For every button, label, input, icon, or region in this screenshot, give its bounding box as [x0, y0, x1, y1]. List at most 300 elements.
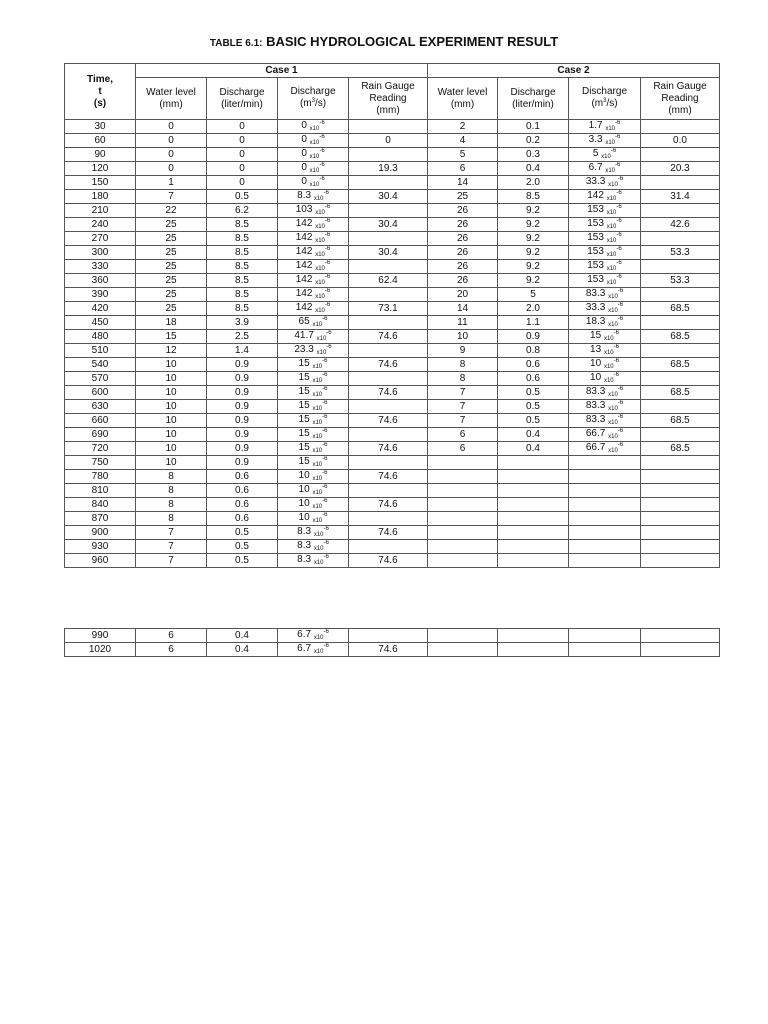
case2-discharge-lpm-cell — [498, 526, 569, 540]
time-cell: 330 — [65, 260, 136, 274]
case2-discharge-m3s-cell: 83.3 $_{x10}^{-6}$ — [569, 386, 641, 400]
case1-rain-gauge-cell: 74.6 — [349, 358, 428, 372]
case1-water-level-cell: 6 — [136, 629, 207, 643]
case1-discharge-lpm-cell: 0.6 — [207, 470, 278, 484]
time-cell: 30 — [65, 120, 136, 134]
case1-rain-gauge-cell — [349, 148, 428, 162]
table-row — [65, 218, 720, 232]
case1-water-level-cell: 25 — [136, 302, 207, 316]
case2-rain-gauge-cell — [641, 204, 720, 218]
case2-discharge-lpm-cell: 0.2 — [498, 134, 569, 148]
case2-rain-gauge-cell — [641, 232, 720, 246]
case1-rain-gauge-cell — [349, 428, 428, 442]
case2-discharge-m3s-header: Discharge $(m^3/s)$ — [569, 78, 641, 120]
case2-rain-gauge-cell — [641, 260, 720, 274]
case1-discharge-m3s-cell: 142 $_{x10}^{-6}$ — [278, 260, 349, 274]
case2-rain-gauge-cell — [641, 512, 720, 526]
time-cell: 750 — [65, 456, 136, 470]
case2-water-level-cell: 14 — [428, 176, 498, 190]
case1-discharge-m3s-cell: 15 $_{x10}^{-6}$ — [278, 386, 349, 400]
time-cell: 300 — [65, 246, 136, 260]
results-table-body — [65, 120, 720, 568]
case2-water-level-cell: 26 — [428, 204, 498, 218]
case2-rain-gauge-cell — [641, 428, 720, 442]
case2-water-level-cell: 26 — [428, 246, 498, 260]
case1-discharge-m3s-cell: 0 $_{x10}^{-6}$ — [278, 134, 349, 148]
case1-rain-gauge-cell — [349, 176, 428, 190]
time-cell: 120 — [65, 162, 136, 176]
case2-discharge-m3s-cell — [569, 456, 641, 470]
time-cell: 1020 — [65, 643, 136, 657]
case2-water-level-cell — [428, 456, 498, 470]
results-table-continued — [64, 628, 720, 657]
case1-discharge-lpm-cell: 0.9 — [207, 456, 278, 470]
case2-discharge-m3s-cell: 153 $_{x10}^{-6}$ — [569, 218, 641, 232]
case1-rain-gauge-cell — [349, 540, 428, 554]
case2-discharge-lpm-cell: 8.5 — [498, 190, 569, 204]
time-cell: 870 — [65, 512, 136, 526]
case1-rain-gauge-cell — [349, 232, 428, 246]
case2-discharge-lpm-cell — [498, 512, 569, 526]
case2-rain-gauge-cell — [641, 400, 720, 414]
case2-discharge-m3s-cell: 33.3 $_{x10}^{-6}$ — [569, 176, 641, 190]
case1-discharge-lpm-cell: 0.6 — [207, 484, 278, 498]
case1-discharge-lpm-cell: 1.4 — [207, 344, 278, 358]
case1-rain-gauge-cell: 30.4 — [349, 218, 428, 232]
time-cell: 690 — [65, 428, 136, 442]
table-row — [65, 162, 720, 176]
case2-rain-gauge-cell — [641, 629, 720, 643]
time-cell: 510 — [65, 344, 136, 358]
time-cell: 60 — [65, 134, 136, 148]
time-cell: 420 — [65, 302, 136, 316]
case2-rain-gauge-cell: 68.5 — [641, 302, 720, 316]
case1-discharge-lpm-cell: 0.6 — [207, 498, 278, 512]
table-row — [65, 456, 720, 470]
case2-discharge-m3s-cell: 3.3 $_{x10}^{-6}$ — [569, 134, 641, 148]
case2-water-level-cell — [428, 484, 498, 498]
case2-discharge-lpm-cell: 0.4 — [498, 162, 569, 176]
table-row — [65, 232, 720, 246]
time-cell: 180 — [65, 190, 136, 204]
case1-discharge-m3s-cell: 0 $_{x10}^{-6}$ — [278, 148, 349, 162]
case2-water-level-cell — [428, 498, 498, 512]
case1-water-level-cell: 10 — [136, 358, 207, 372]
case2-discharge-m3s-cell: 66.7 $_{x10}^{-6}$ — [569, 442, 641, 456]
case1-discharge-m3s-cell: 15 $_{x10}^{-6}$ — [278, 456, 349, 470]
case2-rain-gauge-cell — [641, 120, 720, 134]
case1-rain-gauge-cell — [349, 456, 428, 470]
case1-discharge-lpm-cell: 0.4 — [207, 643, 278, 657]
time-cell: 570 — [65, 372, 136, 386]
case2-rain-gauge-cell — [641, 148, 720, 162]
time-cell: 660 — [65, 414, 136, 428]
case1-water-level-cell: 25 — [136, 218, 207, 232]
table-row — [65, 442, 720, 456]
time-cell: 810 — [65, 484, 136, 498]
case2-water-level-cell: 4 — [428, 134, 498, 148]
table-row — [65, 643, 720, 657]
case2-discharge-m3s-cell: 153 $_{x10}^{-6}$ — [569, 204, 641, 218]
case1-discharge-lpm-cell: 0 — [207, 148, 278, 162]
case1-rain-gauge-cell: 74.6 — [349, 414, 428, 428]
case2-water-level-cell: 7 — [428, 414, 498, 428]
case1-rain-gauge-header: Rain Gauge Reading (mm) — [349, 78, 428, 120]
results-table — [64, 63, 720, 568]
case2-water-level-cell: 7 — [428, 386, 498, 400]
case1-rain-gauge-cell — [349, 512, 428, 526]
case2-discharge-lpm-cell: 0.8 — [498, 344, 569, 358]
case1-discharge-lpm-cell: 0.9 — [207, 386, 278, 400]
case1-rain-gauge-cell — [349, 204, 428, 218]
table-row — [65, 120, 720, 134]
case2-water-level-cell: 9 — [428, 344, 498, 358]
time-cell: 480 — [65, 330, 136, 344]
table-row — [65, 400, 720, 414]
time-cell: 900 — [65, 526, 136, 540]
case2-discharge-lpm-cell — [498, 498, 569, 512]
case1-discharge-m3s-cell: 142 $_{x10}^{-6}$ — [278, 246, 349, 260]
table-title — [0, 34, 768, 49]
time-cell: 360 — [65, 274, 136, 288]
case2-rain-gauge-cell — [641, 540, 720, 554]
table-row — [65, 428, 720, 442]
case1-discharge-lpm-cell: 0 — [207, 134, 278, 148]
case2-water-level-cell: 11 — [428, 316, 498, 330]
time-cell: 150 — [65, 176, 136, 190]
case2-water-level-cell: 8 — [428, 372, 498, 386]
case2-rain-gauge-cell: 20.3 — [641, 162, 720, 176]
case1-water-level-cell: 0 — [136, 148, 207, 162]
case1-discharge-m3s-cell: 142 $_{x10}^{-6}$ — [278, 274, 349, 288]
case2-discharge-lpm-cell: 9.2 — [498, 218, 569, 232]
case1-discharge-lpm-cell: 0.5 — [207, 540, 278, 554]
case1-rain-gauge-cell: 74.6 — [349, 470, 428, 484]
case1-discharge-m3s-cell: 6.7 $_{x10}^{-6}$ — [278, 643, 349, 657]
case1-rain-gauge-cell — [349, 372, 428, 386]
case2-discharge-m3s-cell — [569, 540, 641, 554]
case1-rain-gauge-cell — [349, 288, 428, 302]
case2-discharge-m3s-cell: 15 $_{x10}^{-6}$ — [569, 330, 641, 344]
case2-discharge-m3s-cell: 66.7 $_{x10}^{-6}$ — [569, 428, 641, 442]
table-row — [65, 512, 720, 526]
case1-discharge-m3s-cell: 142 $_{x10}^{-6}$ — [278, 302, 349, 316]
case2-discharge-lpm-cell: 1.1 — [498, 316, 569, 330]
case1-discharge-lpm-cell: 0.9 — [207, 442, 278, 456]
case2-discharge-lpm-cell: 2.0 — [498, 302, 569, 316]
time-header: Time, t (s) — [65, 64, 136, 120]
case1-water-level-cell: 10 — [136, 428, 207, 442]
case2-rain-gauge-cell: 42.6 — [641, 218, 720, 232]
case2-water-level-cell: 5 — [428, 148, 498, 162]
case2-water-level-cell: 10 — [428, 330, 498, 344]
case2-rain-gauge-cell — [641, 554, 720, 568]
case2-discharge-m3s-cell: 153 $_{x10}^{-6}$ — [569, 274, 641, 288]
case2-water-level-cell — [428, 629, 498, 643]
case2-discharge-m3s-cell: 153 $_{x10}^{-6}$ — [569, 246, 641, 260]
case1-water-level-cell: 22 — [136, 204, 207, 218]
case1-discharge-m3s-cell: 15 $_{x10}^{-6}$ — [278, 358, 349, 372]
case2-discharge-m3s-cell: 83.3 $_{x10}^{-6}$ — [569, 288, 641, 302]
case1-rain-gauge-cell: 74.6 — [349, 386, 428, 400]
case2-discharge-lpm-cell: 0.5 — [498, 400, 569, 414]
case1-discharge-lpm-cell: 0.5 — [207, 526, 278, 540]
case1-rain-gauge-cell: 30.4 — [349, 190, 428, 204]
case2-discharge-m3s-cell — [569, 470, 641, 484]
case2-discharge-lpm-cell: 9.2 — [498, 274, 569, 288]
case2-water-level-cell — [428, 526, 498, 540]
case2-water-level-header: Water level (mm) — [428, 78, 498, 120]
case1-discharge-lpm-cell: 0 — [207, 162, 278, 176]
case1-water-level-cell: 8 — [136, 512, 207, 526]
case2-discharge-m3s-cell: 33.3 $_{x10}^{-6}$ — [569, 302, 641, 316]
case1-discharge-m3s-cell: 23.3 $_{x10}^{-6}$ — [278, 344, 349, 358]
table-row — [65, 204, 720, 218]
case1-rain-gauge-cell: 73.1 — [349, 302, 428, 316]
case1-discharge-lpm-cell: 8.5 — [207, 288, 278, 302]
case1-discharge-lpm-cell: 0 — [207, 120, 278, 134]
case1-discharge-m3s-cell: 10 $_{x10}^{-6}$ — [278, 512, 349, 526]
case2-discharge-m3s-cell — [569, 512, 641, 526]
case1-water-level-cell: 25 — [136, 274, 207, 288]
case1-discharge-m3s-cell: 8.3 $_{x10}^{-6}$ — [278, 540, 349, 554]
time-cell: 840 — [65, 498, 136, 512]
case2-water-level-cell: 26 — [428, 232, 498, 246]
table-row — [65, 302, 720, 316]
table-row — [65, 190, 720, 204]
case2-header: Case 2 — [428, 64, 720, 78]
case2-rain-gauge-cell — [641, 526, 720, 540]
case1-discharge-lpm-cell: 0 — [207, 176, 278, 190]
case2-water-level-cell: 26 — [428, 274, 498, 288]
case1-water-level-cell: 18 — [136, 316, 207, 330]
case1-discharge-m3s-cell: 8.3 $_{x10}^{-6}$ — [278, 554, 349, 568]
table-row — [65, 414, 720, 428]
case2-rain-gauge-cell — [641, 498, 720, 512]
case2-discharge-m3s-cell: 83.3 $_{x10}^{-6}$ — [569, 414, 641, 428]
table-row — [65, 629, 720, 643]
case1-water-level-cell: 25 — [136, 288, 207, 302]
case2-discharge-m3s-cell: 13 $_{x10}^{-6}$ — [569, 344, 641, 358]
case2-discharge-lpm-cell — [498, 554, 569, 568]
case2-discharge-lpm-cell: 0.4 — [498, 428, 569, 442]
table-row — [65, 260, 720, 274]
case1-discharge-m3s-cell: 0 $_{x10}^{-6}$ — [278, 162, 349, 176]
case1-discharge-m3s-cell: 0 $_{x10}^{-6}$ — [278, 176, 349, 190]
case1-discharge-m3s-cell: 41.7 $_{x10}^{-6}$ — [278, 330, 349, 344]
case1-water-level-cell: 12 — [136, 344, 207, 358]
case1-water-level-cell: 25 — [136, 246, 207, 260]
case1-discharge-m3s-cell: 15 $_{x10}^{-6}$ — [278, 428, 349, 442]
case2-water-level-cell: 14 — [428, 302, 498, 316]
case1-discharge-lpm-header: Discharge (liter/min) — [207, 78, 278, 120]
case2-water-level-cell: 26 — [428, 260, 498, 274]
case1-rain-gauge-cell: 74.6 — [349, 442, 428, 456]
case2-rain-gauge-cell: 53.3 — [641, 246, 720, 260]
case1-discharge-m3s-cell: 15 $_{x10}^{-6}$ — [278, 414, 349, 428]
case2-rain-gauge-cell: 68.5 — [641, 442, 720, 456]
case2-rain-gauge-cell: 68.5 — [641, 414, 720, 428]
table-row — [65, 526, 720, 540]
case1-discharge-lpm-cell: 3.9 — [207, 316, 278, 330]
case2-rain-gauge-cell — [641, 456, 720, 470]
case2-discharge-m3s-cell: 153 $_{x10}^{-6}$ — [569, 260, 641, 274]
table-number: TABLE 6.1: — [209, 38, 263, 49]
case2-rain-gauge-cell — [641, 372, 720, 386]
case2-discharge-lpm-cell: 0.9 — [498, 330, 569, 344]
case2-rain-gauge-cell — [641, 316, 720, 330]
case2-rain-gauge-cell: 68.5 — [641, 358, 720, 372]
case1-rain-gauge-cell: 74.6 — [349, 554, 428, 568]
case2-rain-gauge-cell: 53.3 — [641, 274, 720, 288]
case1-discharge-m3s-cell: 15 $_{x10}^{-6}$ — [278, 400, 349, 414]
case1-water-level-cell: 10 — [136, 456, 207, 470]
case1-discharge-lpm-cell: 0.5 — [207, 190, 278, 204]
case2-discharge-m3s-cell: 153 $_{x10}^{-6}$ — [569, 232, 641, 246]
case2-discharge-m3s-cell: 10 $_{x10}^{-6}$ — [569, 372, 641, 386]
table-row — [65, 246, 720, 260]
case2-discharge-lpm-cell: 0.4 — [498, 442, 569, 456]
case1-water-level-cell: 8 — [136, 498, 207, 512]
table-row — [65, 484, 720, 498]
case1-rain-gauge-cell: 74.6 — [349, 498, 428, 512]
case1-discharge-m3s-cell: 142 $_{x10}^{-6}$ — [278, 232, 349, 246]
case2-water-level-cell: 7 — [428, 400, 498, 414]
table-row — [65, 470, 720, 484]
case1-rain-gauge-cell: 19.3 — [349, 162, 428, 176]
case2-discharge-m3s-cell: 5 $_{x10}^{-6}$ — [569, 148, 641, 162]
case1-discharge-m3s-cell: 10 $_{x10}^{-6}$ — [278, 484, 349, 498]
case1-discharge-m3s-header: Discharge $(m^3/s)$ — [278, 78, 349, 120]
case2-rain-gauge-cell — [641, 470, 720, 484]
table-row — [65, 540, 720, 554]
case1-water-level-cell: 10 — [136, 442, 207, 456]
case2-rain-gauge-cell — [641, 344, 720, 358]
case2-discharge-lpm-cell: 0.1 — [498, 120, 569, 134]
time-cell: 960 — [65, 554, 136, 568]
table-row — [65, 330, 720, 344]
case2-discharge-lpm-cell: 9.2 — [498, 204, 569, 218]
case1-discharge-lpm-cell: 8.5 — [207, 260, 278, 274]
case1-discharge-m3s-cell: 142 $_{x10}^{-6}$ — [278, 218, 349, 232]
case1-rain-gauge-cell: 74.6 — [349, 643, 428, 657]
case2-discharge-lpm-cell: 0.6 — [498, 358, 569, 372]
case2-water-level-cell — [428, 512, 498, 526]
case2-discharge-lpm-cell: 9.2 — [498, 246, 569, 260]
table-row — [65, 344, 720, 358]
case1-rain-gauge-cell — [349, 629, 428, 643]
case2-discharge-lpm-cell — [498, 484, 569, 498]
case1-discharge-m3s-cell: 6.7 $_{x10}^{-6}$ — [278, 629, 349, 643]
case2-rain-gauge-cell: 68.5 — [641, 330, 720, 344]
time-cell: 600 — [65, 386, 136, 400]
case1-water-level-cell: 7 — [136, 540, 207, 554]
case1-water-level-cell: 8 — [136, 484, 207, 498]
case2-water-level-cell: 20 — [428, 288, 498, 302]
case2-discharge-lpm-cell: 9.2 — [498, 232, 569, 246]
case1-discharge-m3s-cell: 15 $_{x10}^{-6}$ — [278, 372, 349, 386]
table-row — [65, 498, 720, 512]
case1-water-level-cell: 10 — [136, 400, 207, 414]
case1-discharge-lpm-cell: 0.5 — [207, 554, 278, 568]
time-cell: 720 — [65, 442, 136, 456]
case1-discharge-m3s-cell: 8.3 $_{x10}^{-6}$ — [278, 190, 349, 204]
case2-water-level-cell: 6 — [428, 428, 498, 442]
case2-water-level-cell: 6 — [428, 442, 498, 456]
case2-water-level-cell: 6 — [428, 162, 498, 176]
case1-water-level-cell: 7 — [136, 554, 207, 568]
case2-discharge-lpm-cell: 5 — [498, 288, 569, 302]
case2-water-level-cell: 25 — [428, 190, 498, 204]
time-cell: 990 — [65, 629, 136, 643]
case1-discharge-m3s-cell: 103 $_{x10}^{-6}$ — [278, 204, 349, 218]
case2-discharge-lpm-cell — [498, 456, 569, 470]
case2-discharge-lpm-cell — [498, 540, 569, 554]
case1-rain-gauge-cell: 0 — [349, 134, 428, 148]
case2-discharge-lpm-cell — [498, 629, 569, 643]
case2-discharge-m3s-cell: 83.3 $_{x10}^{-6}$ — [569, 400, 641, 414]
time-cell: 210 — [65, 204, 136, 218]
case1-water-level-cell: 7 — [136, 190, 207, 204]
case2-rain-gauge-cell: 0.0 — [641, 134, 720, 148]
case2-discharge-m3s-cell — [569, 554, 641, 568]
case2-rain-gauge-cell: 68.5 — [641, 386, 720, 400]
time-cell: 930 — [65, 540, 136, 554]
case1-discharge-lpm-cell: 6.2 — [207, 204, 278, 218]
case2-discharge-m3s-cell — [569, 629, 641, 643]
case1-rain-gauge-cell: 30.4 — [349, 246, 428, 260]
case1-discharge-lpm-cell: 8.5 — [207, 274, 278, 288]
case1-water-level-cell: 6 — [136, 643, 207, 657]
case2-rain-gauge-cell — [641, 484, 720, 498]
case1-rain-gauge-cell — [349, 316, 428, 330]
case1-rain-gauge-cell — [349, 484, 428, 498]
case1-rain-gauge-cell — [349, 344, 428, 358]
table-row — [65, 554, 720, 568]
table-row — [65, 274, 720, 288]
case2-discharge-m3s-cell — [569, 498, 641, 512]
case2-water-level-cell — [428, 554, 498, 568]
table-row — [65, 148, 720, 162]
case1-rain-gauge-cell — [349, 400, 428, 414]
case1-water-level-header: Water level (mm) — [136, 78, 207, 120]
case2-water-level-cell: 26 — [428, 218, 498, 232]
case1-discharge-m3s-cell: 8.3 $_{x10}^{-6}$ — [278, 526, 349, 540]
case2-discharge-m3s-cell: 10 $_{x10}^{-6}$ — [569, 358, 641, 372]
case2-water-level-cell — [428, 540, 498, 554]
case1-water-level-cell: 7 — [136, 526, 207, 540]
case2-discharge-m3s-cell — [569, 643, 641, 657]
table-row — [65, 134, 720, 148]
time-cell: 90 — [65, 148, 136, 162]
case2-rain-gauge-cell — [641, 176, 720, 190]
table-row — [65, 358, 720, 372]
case2-discharge-lpm-cell: 0.5 — [498, 386, 569, 400]
case1-discharge-lpm-cell: 8.5 — [207, 246, 278, 260]
case1-water-level-cell: 0 — [136, 120, 207, 134]
case2-discharge-m3s-cell — [569, 484, 641, 498]
case1-discharge-m3s-cell: 10 $_{x10}^{-6}$ — [278, 498, 349, 512]
case2-discharge-lpm-cell: 2.0 — [498, 176, 569, 190]
case1-discharge-lpm-cell: 0.9 — [207, 400, 278, 414]
case1-discharge-lpm-cell: 0.9 — [207, 428, 278, 442]
case2-water-level-cell — [428, 643, 498, 657]
case2-discharge-m3s-cell: 142 $_{x10}^{-6}$ — [569, 190, 641, 204]
case1-discharge-m3s-cell: 65 $_{x10}^{-6}$ — [278, 316, 349, 330]
case2-discharge-lpm-header: Discharge (liter/min) — [498, 78, 569, 120]
case1-header: Case 1 — [136, 64, 428, 78]
table-row — [65, 372, 720, 386]
